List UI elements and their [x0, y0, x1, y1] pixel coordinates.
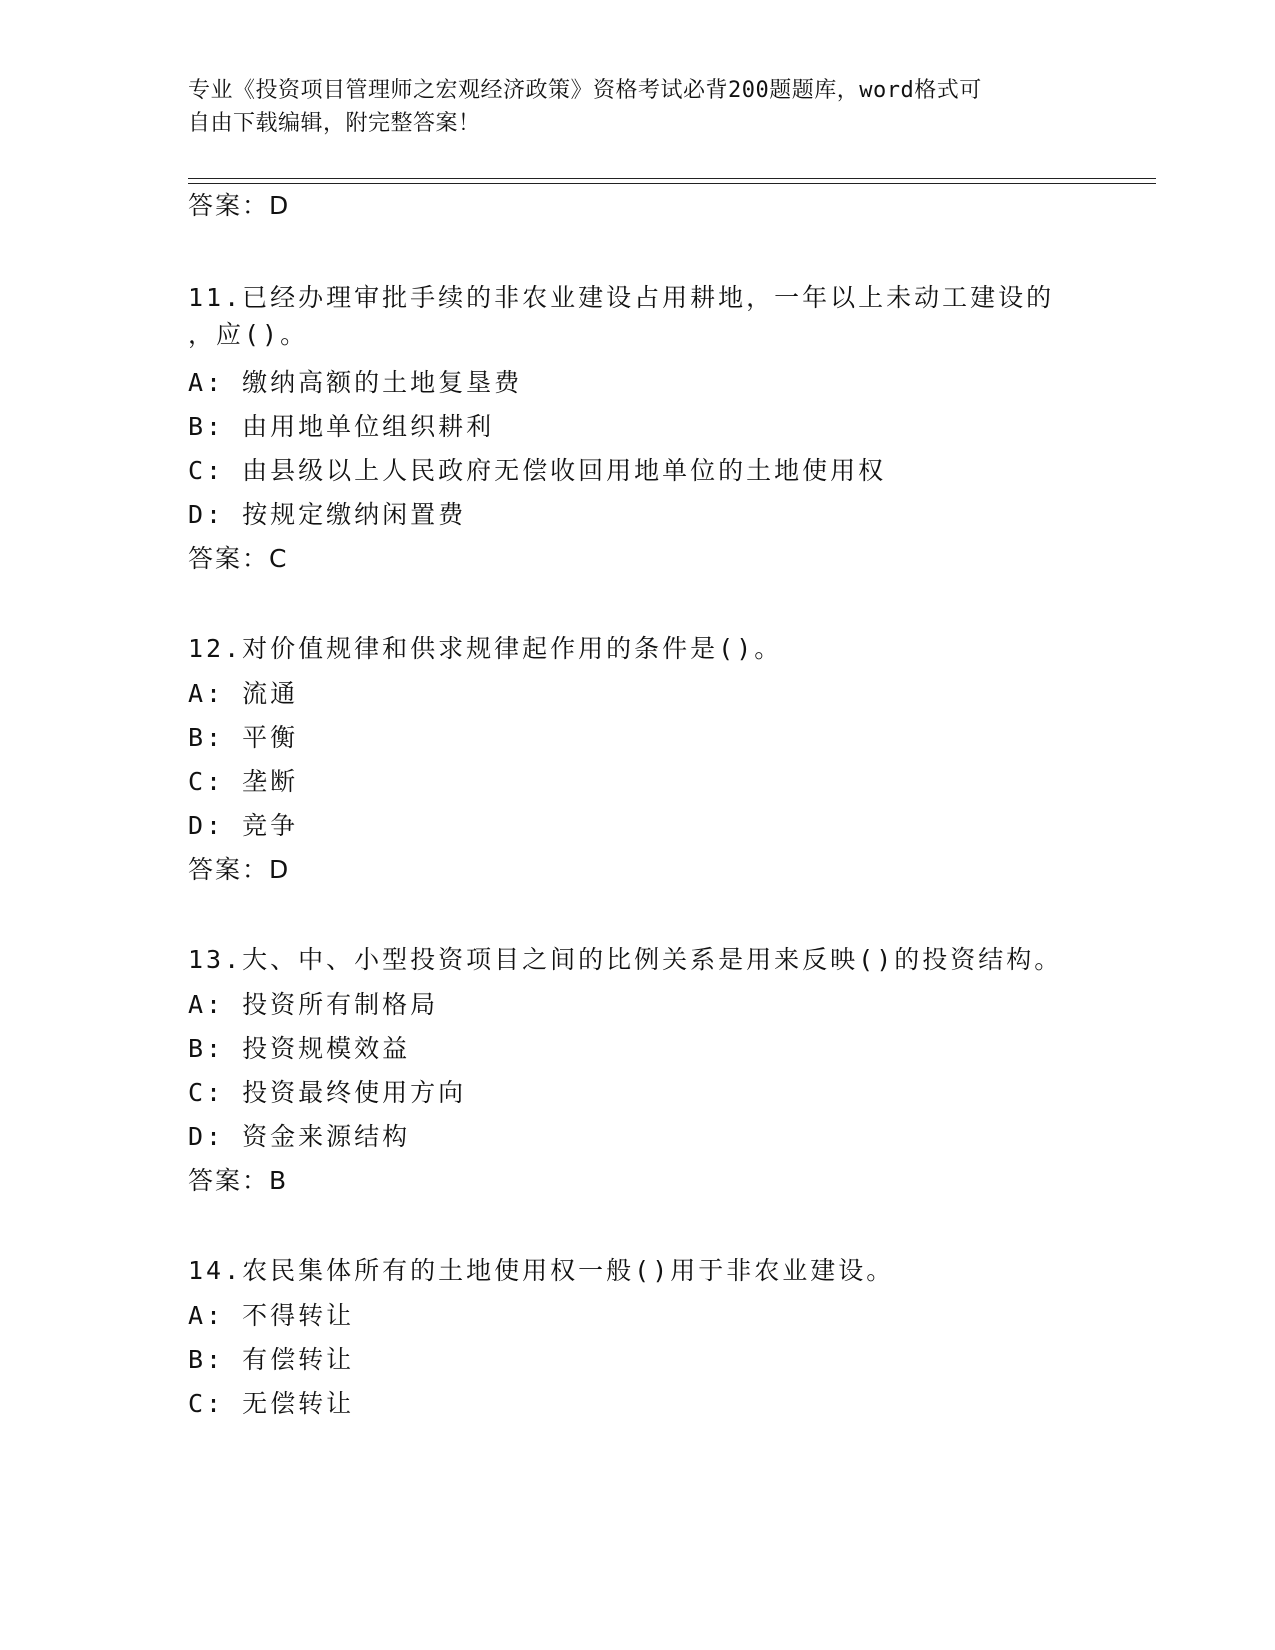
header-line-1: 专业《投资项目管理师之宏观经济政策》资格考试必背200题题库，word格式可 [188, 78, 982, 103]
answer-previous: 答案：D [188, 191, 291, 220]
question-14-stem: 14.农民集体所有的土地使用权一般()用于非农业建设。 [188, 1256, 895, 1285]
question-13-option-d: D: 资金来源结构 [188, 1122, 411, 1151]
header-divider-secondary [188, 183, 1156, 184]
question-11-stem-continued: ，应()。 [188, 320, 309, 349]
header-divider [188, 178, 1156, 179]
question-11-option-a: A: 缴纳高额的土地复垦费 [188, 368, 523, 397]
question-11-option-c: C: 由县级以上人民政府无偿收回用地单位的土地使用权 [188, 456, 887, 485]
question-14-option-b: B: 有偿转让 [188, 1345, 355, 1374]
question-12-answer: 答案：D [188, 855, 291, 884]
question-11-stem: 11.已经办理审批手续的非农业建设占用耕地，一年以上未动工建设的 [188, 283, 1055, 312]
question-13-option-c: C: 投资最终使用方向 [188, 1078, 467, 1107]
question-11-option-d: D: 按规定缴纳闲置费 [188, 500, 467, 529]
question-12-option-c: C: 垄断 [188, 767, 299, 796]
question-14-option-a: A: 不得转让 [188, 1301, 355, 1330]
question-13-answer: 答案：B [188, 1166, 289, 1195]
question-11-option-b: B: 由用地单位组织耕利 [188, 412, 495, 441]
question-13-option-b: B: 投资规模效益 [188, 1034, 411, 1063]
question-12-option-a: A: 流通 [188, 679, 299, 708]
question-13-option-a: A: 投资所有制格局 [188, 990, 439, 1019]
question-14-option-c: C: 无偿转让 [188, 1389, 355, 1418]
question-11-answer: 答案：C [188, 544, 289, 573]
header-line-2: 自由下载编辑，附完整答案！ [188, 111, 481, 136]
question-12-option-b: B: 平衡 [188, 723, 299, 752]
document-header [188, 74, 1088, 140]
question-13-stem: 13.大、中、小型投资项目之间的比例关系是用来反映()的投资结构。 [188, 945, 1063, 974]
question-12-stem: 12.对价值规律和供求规律起作用的条件是()。 [188, 634, 783, 663]
question-12-option-d: D: 竞争 [188, 811, 299, 840]
